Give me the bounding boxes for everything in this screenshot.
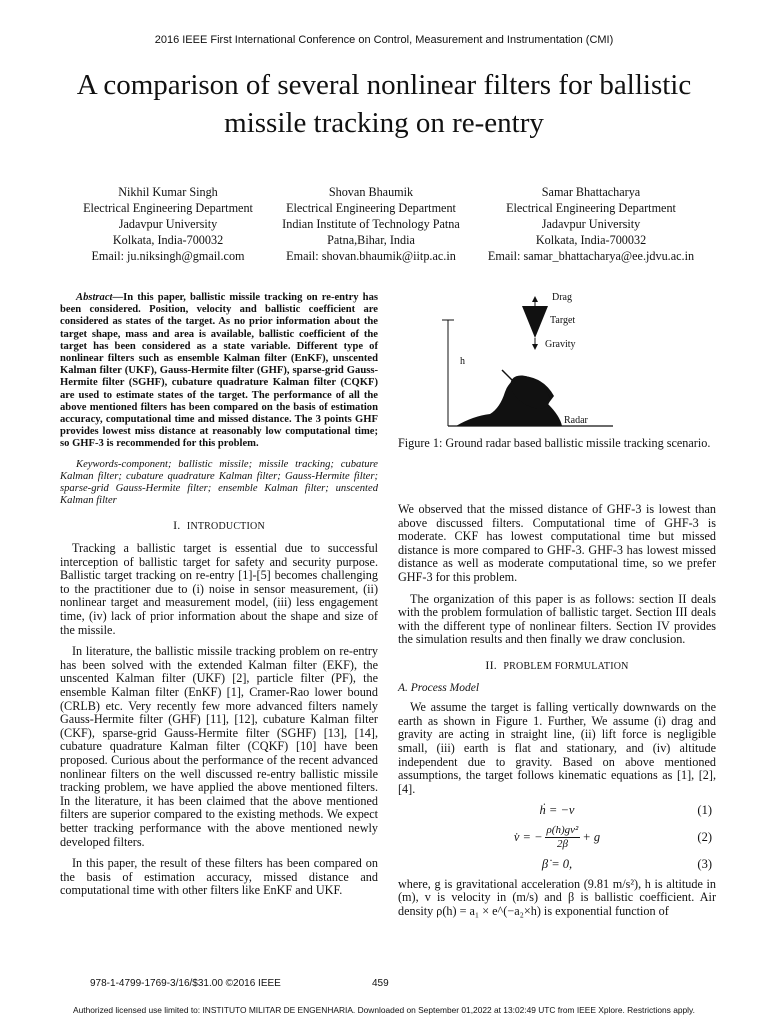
author-block-3 [471, 184, 711, 264]
author-inst: Indian Institute of Technology Patna [282, 217, 460, 231]
author-name: Nikhil Kumar Singh [118, 185, 218, 199]
page-number: 459 [372, 978, 389, 989]
author-inst: Jadavpur University [541, 217, 641, 231]
label-drag: Drag [552, 292, 572, 303]
abstract-text: —In this paper, ballistic missile tracking on re-entry has been considered. Position, velocity and ballistic coefficient are considered as states of the target. As no prior information about the target shape, mass and area is available, ballistic coefficient of the target has been considered as a state variable. Different type of nonlinear filters such as ensemble Kalman filter (EnKF), unscented Kalman filter (UKF), Gauss-Hermite filter (GHF), sparse-grid Gauss-Hermite filter (SGHF), cubature quadrature Kalman filter (CQKF) are used to estimate states of the target. The performance of all the above mentioned filters has been compared on the basis of estimation accuracy, computational time and missed distance. The 3 points GHF provides lowest miss distance at reasonably low computational time; so GHF-3 is recommended for this problem. [60, 292, 378, 450]
paper-title: A comparison of several nonlinear filters for ballistic missile tracking on re-entry [76, 69, 692, 139]
author-email[interactable]: Email: ju.niksingh@gmail.com [91, 249, 245, 263]
paragraph: where, g is gravitational acceleration (9.81 m/s²), h is altitude in (m), v is velocity in (m/s) and β is ballistic coefficient. Air density ρ(h) = a₁ × e^(−a₂×h) is exponential function of [398, 876, 716, 918]
section-heading-introduction [60, 519, 378, 534]
paragraph: We observed that the missed distance of GHF-3 is lowest than above discussed filters. Computational time of GHF-3 is moderate. CKF has lowest computational time but missed distance is more compared to GHF-3. GHF-3 has lowest missed distance as well as moderate computational time, so we prefer GHF-3 for this problem. [398, 502, 716, 584]
paragraph: Tracking a ballistic target is essential due to successful interception of ballistic target for safety and security purpose. Ballistic target tracking on re-entry [1]-[5] becomes challenging to the practitioner due to (i) noise in sensor measurement, (ii) nonlinear target and measurement model, (iii) less engagement time, (iv) lack of prior information about the shape and size of the missile. [60, 541, 378, 637]
paragraph: In literature, the ballistic missile tracking problem on re-entry has been solved with the extended Kalman filter (EKF), the unscented Kalman filter (UKF) [2], particle filter (PF), the ensemble Kalman filter (EnKF) [1], Cramer-Rao lower bound (CRLB) etc. Very recently few more advanced filters namely Gauss-Hermite filter (GHF) [11], [12], cubature Kalman filter (CKF), sparse-grid Gauss-Hermite filter (SGHF) [13], [14], cubature quadrature Kalman filter (CQKF) [10] have been proposed. Curious about the performance of the recent advanced nonlinear filters on the well discussed re-entry ballistic missile tracking problem, we have applied the above mentioned filters. In the literature, it has been claimed that the above mentioned filters are superior compared to the existing methods. We expect better tracking performance with the above mentioned newly developed filters. [60, 644, 378, 849]
equation-1: ḣ = −v (1) [539, 803, 712, 818]
paragraph: We assume the target is falling vertically downwards on the earth as shown in Figure 1. Further, We assume (i) drag and gravity are acting in straight line, (ii) lift force is negligible small, (iii) earth is flat and stationary, and (iv) altitude independent due to gravity. Based on above mentioned assumptions, the target follows kinematic equations as [1], [2], [4]. [398, 700, 716, 796]
subsection-heading: A. Process Model [398, 681, 480, 694]
equation-2: v̇ = − $\frac{\text{ρ(h)gv²}}{2\beta}$ + g (2) [513, 823, 712, 851]
label-radar: Radar [564, 415, 588, 426]
left-column [60, 292, 378, 906]
equation-number: (3) [697, 857, 712, 872]
equation-number: (1) [697, 803, 712, 818]
section-heading-problem-formulation [398, 659, 716, 674]
section-title: PROBLEM FORMULATION [503, 660, 629, 672]
author-loc: Kolkata, India-700032 [112, 233, 224, 247]
abstract [60, 292, 378, 451]
author-email[interactable]: Email: shovan.bhaumik@iitp.ac.in [286, 249, 456, 263]
paragraph: The organization of this paper is as follows: section II deals with the problem formulation of ballistic target. Section III deals with the different type of nonlinear filters. Section IV provides the simulation results and then finally we draw conclusion. [398, 591, 716, 647]
paragraph: In this paper, the result of these filters has been compared on the basis of estimation accuracy, missed distance and computational time with other filters like EnKF and UKF. [60, 856, 378, 898]
isbn-line: 978-1-4799-1769-3/16/$31.00 ©2016 IEEE [90, 978, 281, 989]
keywords: Keywords-component; ballistic missile; missile tracking; cubature Kalman filter; cubature quadrature Kalman filter; Gauss-Hermite filter; sparse-grid Gauss-Hermite filter; ensemble Kalman filter; unscented Kalman filter [60, 458, 378, 507]
section-number: I. [173, 518, 181, 533]
author-name: Samar Bhattacharya [541, 185, 641, 199]
author-loc: Kolkata, India-700032 [535, 233, 647, 247]
label-gravity: Gravity [545, 339, 576, 350]
equation-3: β̇ = 0, (3) [541, 857, 712, 872]
author-loc: Patna,Bihar, India [327, 233, 415, 247]
label-h: h [460, 356, 465, 367]
author-dept: Electrical Engineering Department [506, 201, 676, 215]
author-dept: Electrical Engineering Department [286, 201, 456, 215]
author-dept: Electrical Engineering Department [83, 201, 253, 215]
label-target: Target [550, 315, 576, 326]
section-number: II. [485, 657, 497, 672]
conference-header: 2016 IEEE First International Conference on Control, Measurement and Instrumentation (CMI) [154, 34, 614, 46]
author-inst: Jadavpur University [118, 217, 218, 231]
author-email[interactable]: Email: samar_bhattacharya@ee.jdvu.ac.in [487, 249, 695, 263]
figure-caption: Figure 1: Ground radar based ballistic missile tracking scenario. [398, 436, 711, 450]
abstract-label: Abstract [76, 292, 113, 303]
figure-1 [398, 292, 716, 432]
radar-scenario-diagram [398, 292, 716, 432]
right-column [398, 503, 716, 926]
section-title: INTRODUCTION [186, 521, 265, 533]
license-notice: Authorized licensed use limited to: INSTITUTO MILITAR DE ENGENHARIA. Downloaded on September 01,2022 at 13:02:49 UTC from IEEE Xplore. Restrictions apply. [73, 1005, 695, 1015]
equation-number: (2) [697, 830, 712, 845]
author-name: Shovan Bhaumik [328, 185, 414, 199]
author-block-2 [251, 184, 491, 264]
